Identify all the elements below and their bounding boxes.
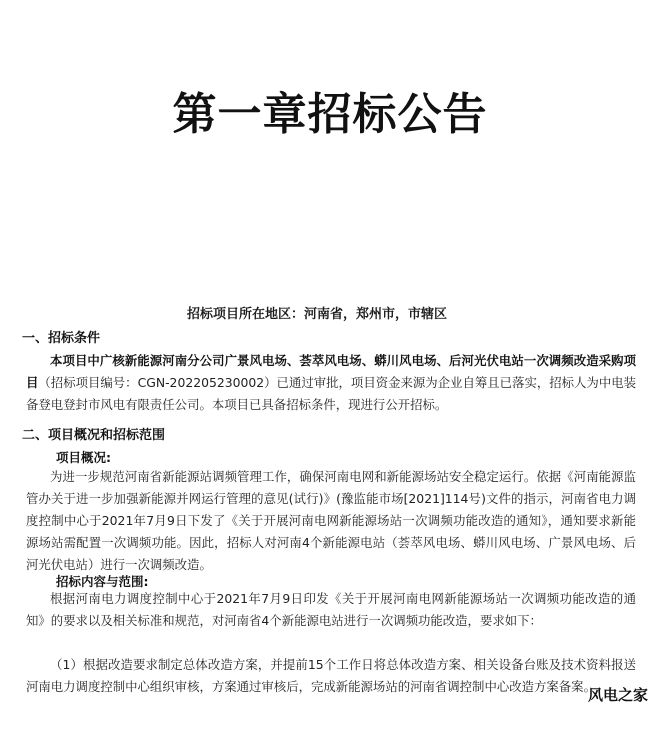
project-region-line: 招标项目所在地区：河南省，郑州市，市辖区 bbox=[186, 307, 447, 322]
watermark-text: 风电之家 bbox=[587, 686, 648, 704]
section-heading-tender-conditions: 一、招标条件 bbox=[22, 331, 101, 346]
subheading-project-overview: 项目概况: bbox=[56, 450, 111, 465]
requirement-item-1-text: （1）根据改造要求制定总体改造方案，并提前15个工作日将总体改造方案、相关设备台账及技术资料报送河南电力调度控制中心组织审核，方案通过审核后，完成新能源场站的河南省调控制中心改造方案备案。 bbox=[26, 657, 636, 694]
section-heading-overview-scope: 二、项目概况和招标范围 bbox=[22, 428, 166, 443]
project-name-bold: 本项目中广核新能源河南分公司广景风电场、荟萃风电场、蟒川风电场、后河光伏电站一次调频改造采购项目 bbox=[26, 353, 636, 390]
tender-conditions-paragraph bbox=[26, 350, 636, 416]
page-title: 第一章招标公告 bbox=[172, 89, 488, 140]
tender-scope-text: 根据河南电力调度控制中心于2021年7月9日印发《关于开展河南电网新能源场站一次调频功能改造的通知》的要求以及相关标准和规范，对河南省4个新能源电站进行一次调频功能改造，要求如下： bbox=[26, 591, 636, 628]
tender-scope-paragraph bbox=[26, 588, 636, 632]
subheading-tender-scope: 招标内容与范围: bbox=[56, 574, 149, 589]
project-overview-text: 为进一步规范河南省新能源站调频管理工作，确保河南电网和新能源场站安全稳定运行。依据《河南能源监管办关于进一步加强新能源并网运行管理的意见(试行)》(豫监能市场[2021]114号)文件的指示，河南省电力调度控制中心于2021年7月9日下发了《关于开展河南电网新能源场站一次调频功能改造的通知》，通知要求新能源场站需配置一次调频功能。因此，招标人对河南4个新能源电站（荟萃风电场、蟒川风电场、广景风电场、后河光伏电站）进行一次调频改造。 bbox=[26, 469, 636, 572]
tender-conditions-text: （招标项目编号：CGN-202205230002）已通过审批，项目资金来源为企业自筹且已落实，招标人为中电装备登电登封市风电有限责任公司。本项目已具备招标条件，现进行公开招标。 bbox=[26, 375, 637, 412]
project-overview-paragraph bbox=[26, 466, 636, 576]
requirement-item-1 bbox=[26, 654, 636, 698]
